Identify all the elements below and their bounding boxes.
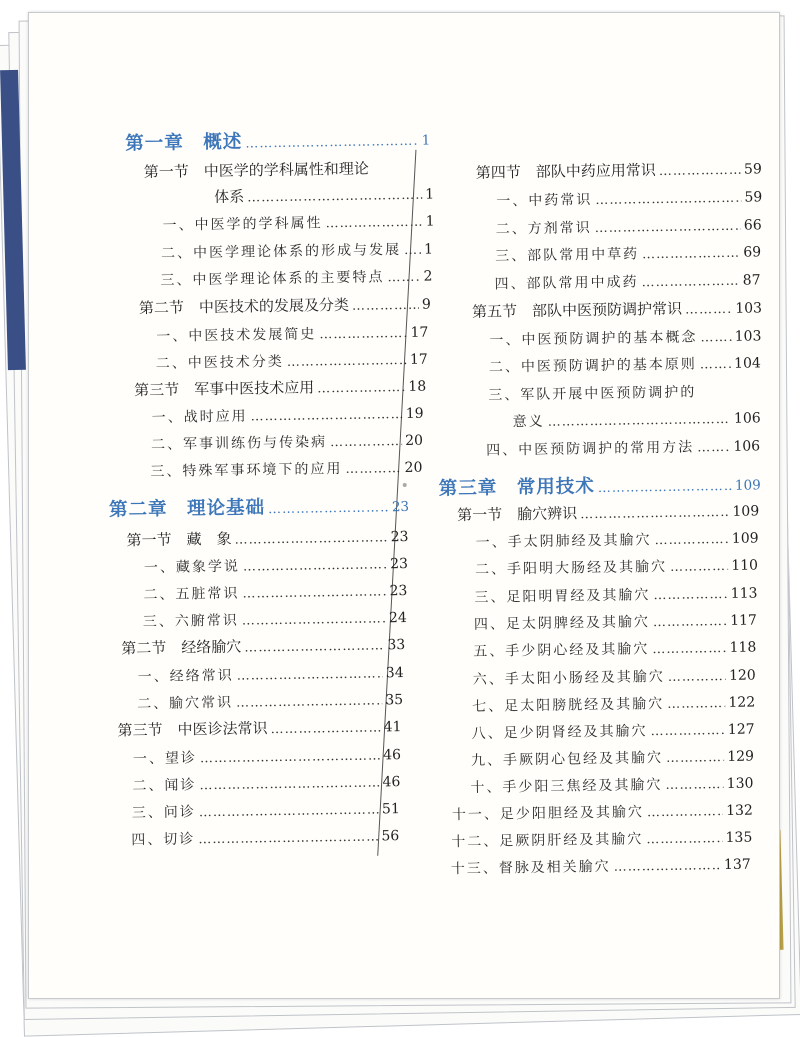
toc-item-continuation[interactable] (513, 407, 761, 431)
leader-dots (268, 500, 389, 517)
chapter-title: 第三章 常用技术 (438, 476, 595, 500)
leader-dots (598, 479, 732, 496)
toc-item[interactable] (132, 798, 400, 822)
page-dot (403, 483, 407, 487)
toc-item[interactable] (451, 827, 752, 852)
toc-section[interactable] (134, 375, 426, 401)
item-title: 三、中医学理论体系的主要特点 (160, 269, 385, 289)
item-title: 十三、督脉及相关腧穴 (450, 858, 611, 878)
section-title: 第二节 经络腧穴 (121, 637, 242, 658)
leader-dots (317, 380, 405, 396)
page-number: 20 (404, 459, 423, 476)
leader-dots (700, 357, 731, 372)
page-number: 23 (390, 528, 409, 546)
toc-item[interactable] (471, 719, 754, 743)
toc-section[interactable] (457, 499, 759, 525)
item-title: 一、经络常识 (137, 667, 234, 686)
toc-item[interactable] (143, 607, 407, 631)
toc-item[interactable] (486, 435, 760, 459)
item-title: 一、中医学的学科属性 (162, 215, 323, 234)
toc-item[interactable] (470, 773, 753, 797)
section-title: 第二节 中医技术的发展及分类 (138, 295, 350, 318)
toc-item[interactable] (472, 692, 755, 716)
page-number: 1 (425, 186, 435, 203)
leader-dots (668, 669, 726, 685)
item-title: 三、部队常用中草药 (495, 246, 640, 265)
section-title: 第四节 部队中药应用常识 (475, 161, 656, 182)
leader-dots (700, 330, 731, 345)
toc-content (28, 12, 780, 999)
toc-section[interactable] (126, 525, 408, 550)
item-title: 七、足太阳膀胱经及其腧穴 (472, 695, 665, 715)
leader-dots (666, 750, 724, 766)
item-title: 九、手厥阴心包经及其腧穴 (470, 749, 664, 769)
toc-item[interactable] (160, 266, 432, 290)
item-title: 六、手太阳小肠经及其腧穴 (472, 668, 665, 688)
leader-dots (404, 243, 421, 258)
page-number: 110 (731, 557, 759, 574)
page-number: 129 (727, 748, 755, 765)
leader-dots (580, 505, 729, 522)
page-number: 9 (421, 296, 432, 313)
page-number: 87 (742, 272, 761, 289)
item-title: 五、手少阴心经及其腧穴 (473, 641, 650, 660)
leader-dots (659, 163, 741, 179)
leader-dots (242, 584, 386, 601)
section-title: 第三节 军事中医技术应用 (134, 378, 315, 400)
item-title: 四、足太阴脾经及其腧穴 (473, 614, 651, 633)
toc-chapter-3[interactable] (439, 469, 761, 500)
toc-item[interactable] (494, 269, 760, 293)
item-title: 二、五脏常识 (143, 585, 240, 604)
item-title: 一、藏象学说 (143, 558, 241, 577)
leader-dots (614, 858, 721, 875)
toc-item[interactable] (133, 744, 401, 768)
leader-dots (199, 775, 379, 793)
toc-item[interactable] (144, 553, 408, 577)
leader-dots (199, 802, 379, 820)
item-title: 二、中医预防调护的基本原则 (488, 356, 697, 376)
item-title: 一、中医技术发展简史 (156, 326, 317, 345)
leader-dots (319, 326, 407, 342)
leader-dots (325, 215, 422, 232)
page-number: 46 (383, 747, 402, 764)
toc-item[interactable] (475, 554, 758, 578)
item-title: 四、中医预防调护的常用方法 (486, 439, 695, 459)
page-number: 130 (726, 775, 754, 792)
page-number: 135 (725, 829, 753, 846)
leader-dots (642, 246, 740, 263)
page-number: 109 (734, 477, 761, 494)
item-title: 三、问诊 (131, 804, 196, 822)
toc-section[interactable] (476, 157, 762, 182)
item-title: 二、中医技术分类 (155, 353, 284, 372)
page-number: 35 (385, 692, 404, 709)
leader-dots (653, 587, 727, 603)
item-title: 一、中药常识 (496, 192, 593, 210)
toc-item[interactable] (156, 349, 428, 373)
item-title: 二、闻诊 (132, 777, 197, 795)
page-number: 46 (382, 774, 401, 791)
leader-dots (667, 696, 725, 712)
leader-dots (243, 557, 387, 574)
item-title: 四、切诊 (131, 831, 196, 849)
item-title: 一、望诊 (132, 750, 198, 768)
item-title: 三、足阳明胃经及其腧穴 (474, 587, 651, 606)
chapter-title: 第二章 理论基础 (108, 497, 266, 521)
item-title: 三、特殊军事环境下的应用 (150, 460, 343, 480)
page-number: 1 (425, 213, 435, 230)
item-title: 四、部队常用中成药 (494, 274, 639, 293)
page-number: 104 (733, 355, 761, 372)
toc-section[interactable] (472, 296, 762, 322)
leader-dots (251, 407, 403, 424)
toc-item[interactable] (138, 662, 404, 686)
item-title: 一、中医预防调护的基本概念 (489, 329, 698, 349)
leader-dots (245, 134, 419, 152)
leader-dots (198, 829, 378, 847)
item-title: 一、手太阴肺经及其腧穴 (475, 532, 652, 551)
toc-item[interactable] (474, 609, 757, 633)
page-number: 2 (423, 268, 433, 285)
toc-section[interactable] (139, 293, 431, 319)
page-number: 122 (728, 694, 756, 711)
leader-dots (330, 434, 402, 450)
toc-chapter-1[interactable] (125, 125, 430, 156)
page-number: 109 (731, 530, 759, 547)
page-number: 19 (405, 405, 424, 422)
item-title: 二、军事训练伤与传染病 (150, 434, 328, 453)
page-number: 106 (733, 438, 761, 455)
section-title: 第一节 腧穴辨识 (457, 504, 578, 525)
leader-dots (655, 532, 729, 548)
leader-dots (651, 723, 725, 739)
item-title: 二、方剂常识 (495, 220, 592, 238)
leader-dots (665, 777, 723, 793)
item-title: 三、六腑常识 (142, 612, 239, 631)
chapter-title: 第一章 概述 (125, 131, 243, 155)
item-title: 三、军队开展中医预防调护的 (488, 384, 697, 404)
item-title-cont: 意义 (512, 413, 545, 431)
page-number: 17 (409, 351, 428, 368)
toc-item[interactable] (161, 239, 433, 263)
item-title: 二、手阳明大肠经及其腧穴 (474, 558, 668, 578)
section-title: 第一节 中医学的学科属性和理论 (143, 159, 369, 182)
page-number: 137 (723, 856, 751, 874)
toc-item[interactable] (137, 689, 403, 713)
toc-item[interactable] (471, 746, 754, 770)
toc-item[interactable] (473, 636, 756, 660)
page-number: 56 (381, 828, 400, 845)
toc-section[interactable] (117, 715, 401, 740)
leader-dots (387, 270, 420, 286)
page-number: 23 (391, 498, 410, 516)
page-number: 59 (744, 189, 763, 206)
toc-item[interactable] (162, 210, 434, 234)
toc-section-continuation[interactable] (214, 182, 434, 206)
toc-item[interactable] (132, 771, 400, 795)
leader-dots (653, 614, 727, 630)
page-number: 17 (410, 324, 429, 341)
leader-dots (242, 611, 386, 628)
page-number: 118 (729, 639, 757, 656)
leader-dots (641, 274, 739, 291)
leader-dots (236, 693, 382, 710)
toc-item[interactable] (151, 430, 423, 454)
page-number: 24 (388, 609, 407, 627)
page-number: 103 (735, 300, 763, 317)
item-title: 一、战时应用 (151, 408, 248, 426)
item-title: 十、手少阳三焦经及其腧穴 (470, 776, 663, 796)
toc-item[interactable] (452, 800, 753, 825)
leader-dots (548, 412, 731, 430)
leader-dots (697, 440, 730, 456)
section-title: 第五节 部队中医预防调护常识 (471, 299, 683, 321)
page-number: 41 (383, 719, 402, 736)
leader-dots (247, 188, 422, 206)
leader-dots (595, 191, 741, 208)
leader-dots (237, 666, 383, 683)
toc-item[interactable] (150, 457, 422, 481)
toc-page (28, 12, 780, 999)
leader-dots (595, 219, 741, 236)
page-number: 23 (389, 582, 408, 600)
toc-item[interactable] (475, 527, 758, 551)
toc-item[interactable] (496, 186, 762, 210)
toc-item[interactable] (131, 825, 399, 849)
page-number: 69 (743, 244, 762, 261)
leader-dots (244, 638, 384, 655)
toc-item[interactable] (488, 380, 760, 404)
toc-item[interactable] (143, 580, 407, 604)
page-number: 1 (421, 132, 431, 149)
section-title: 第一节 藏 象 (126, 529, 232, 550)
toc-item[interactable] (473, 664, 756, 688)
page-number: 66 (743, 217, 762, 234)
toc-item[interactable] (151, 403, 423, 427)
leader-dots (646, 831, 722, 847)
toc-item[interactable] (496, 214, 762, 238)
leader-dots (287, 353, 407, 370)
item-title: 二、中医学理论体系的形成与发展 (160, 242, 402, 262)
toc-section[interactable] (121, 633, 405, 658)
page-number: 51 (381, 801, 400, 818)
item-title: 十二、足厥阴肝经及其腧穴 (451, 831, 644, 851)
leader-dots (345, 461, 401, 477)
page-number: 20 (405, 432, 424, 449)
leader-dots (670, 559, 728, 575)
item-title: 八、足少阴肾经及其腧穴 (471, 723, 648, 742)
page-number: 127 (727, 721, 755, 738)
page-number: 34 (385, 665, 404, 682)
page-number: 33 (387, 636, 406, 654)
page-number: 117 (730, 612, 758, 629)
page-number: 103 (734, 328, 762, 345)
page-number: 132 (726, 802, 753, 819)
page-number: 59 (743, 161, 762, 178)
toc-item[interactable] (489, 325, 761, 349)
page-number: 1 (423, 241, 434, 258)
leader-dots (200, 748, 380, 766)
page-number: 23 (390, 555, 409, 573)
page-number: 113 (730, 585, 758, 602)
leader-dots (352, 298, 419, 314)
section-title-cont: 体系 (214, 187, 245, 206)
page-number: 106 (733, 410, 761, 427)
page-number: 18 (408, 378, 427, 395)
leader-dots (685, 302, 732, 318)
leader-dots (270, 720, 380, 737)
leader-dots (647, 804, 723, 820)
toc-item[interactable] (156, 322, 428, 346)
item-title: 十一、足少阳胆经及其腧穴 (451, 804, 645, 824)
toc-section[interactable] (144, 156, 434, 182)
item-title: 二、腧穴常识 (137, 694, 234, 713)
section-title: 第三节 中医诊法常识 (117, 719, 268, 740)
toc-item[interactable] (489, 352, 761, 376)
leader-dots (234, 530, 387, 547)
toc-item[interactable] (474, 582, 757, 606)
page-number: 120 (728, 667, 756, 684)
toc-item[interactable] (495, 241, 761, 265)
leader-dots (652, 641, 726, 657)
page-number: 109 (732, 503, 760, 520)
toc-item[interactable] (451, 854, 751, 879)
toc-chapter-2[interactable] (109, 491, 409, 522)
